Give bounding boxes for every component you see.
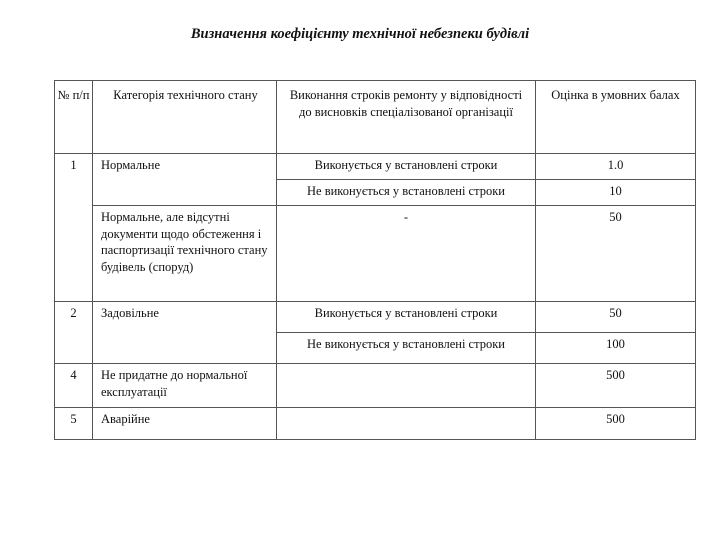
- header-score: Оцінка в умовних балах: [536, 81, 696, 154]
- row-execution: Не виконується у встановлені строки: [277, 333, 536, 364]
- row-num: 1: [55, 154, 93, 180]
- row-score: 10: [536, 180, 696, 206]
- table-row: [55, 364, 696, 408]
- row-num: 5: [55, 408, 93, 440]
- header-num: № п/п: [55, 81, 93, 154]
- table-header-row: [55, 81, 696, 154]
- table-row: [55, 206, 696, 302]
- row-category: Нормальне: [93, 154, 277, 206]
- row-category: Задовільне: [93, 302, 277, 364]
- row-execution: [277, 408, 536, 440]
- row-score: 50: [536, 302, 696, 333]
- table-row: [55, 302, 696, 333]
- row-execution: Виконується у встановлені строки: [277, 302, 536, 333]
- row-execution: [277, 364, 536, 408]
- row-score: 500: [536, 364, 696, 408]
- row-num: [55, 180, 93, 206]
- row-category: Не придатне до нормальної експлуатації: [93, 364, 277, 408]
- danger-coefficient-table: [54, 80, 696, 440]
- row-category: Нормальне, але відсутні документи щодо обстеження і паспортизації технічного стану будівель (споруд): [93, 206, 277, 302]
- row-category: Аварійне: [93, 408, 277, 440]
- row-execution: -: [277, 206, 536, 302]
- row-score: 100: [536, 333, 696, 364]
- row-score: 50: [536, 206, 696, 302]
- row-num: [55, 333, 93, 364]
- row-num: [55, 206, 93, 302]
- header-category: Категорія технічного стану: [93, 81, 277, 154]
- row-num: 2: [55, 302, 93, 333]
- row-num: 4: [55, 364, 93, 408]
- table-row: [55, 408, 696, 440]
- table-row: [55, 154, 696, 180]
- row-score: 500: [536, 408, 696, 440]
- header-execution: Виконання строків ремонту у відповідності до висновків спеціалізованої організації: [277, 81, 536, 154]
- row-execution: Не виконується у встановлені строки: [277, 180, 536, 206]
- document-title: Визначення коефіцієнту технічної небезпеки будівлі: [190, 26, 530, 42]
- row-score: 1.0: [536, 154, 696, 180]
- row-execution: Виконується у встановлені строки: [277, 154, 536, 180]
